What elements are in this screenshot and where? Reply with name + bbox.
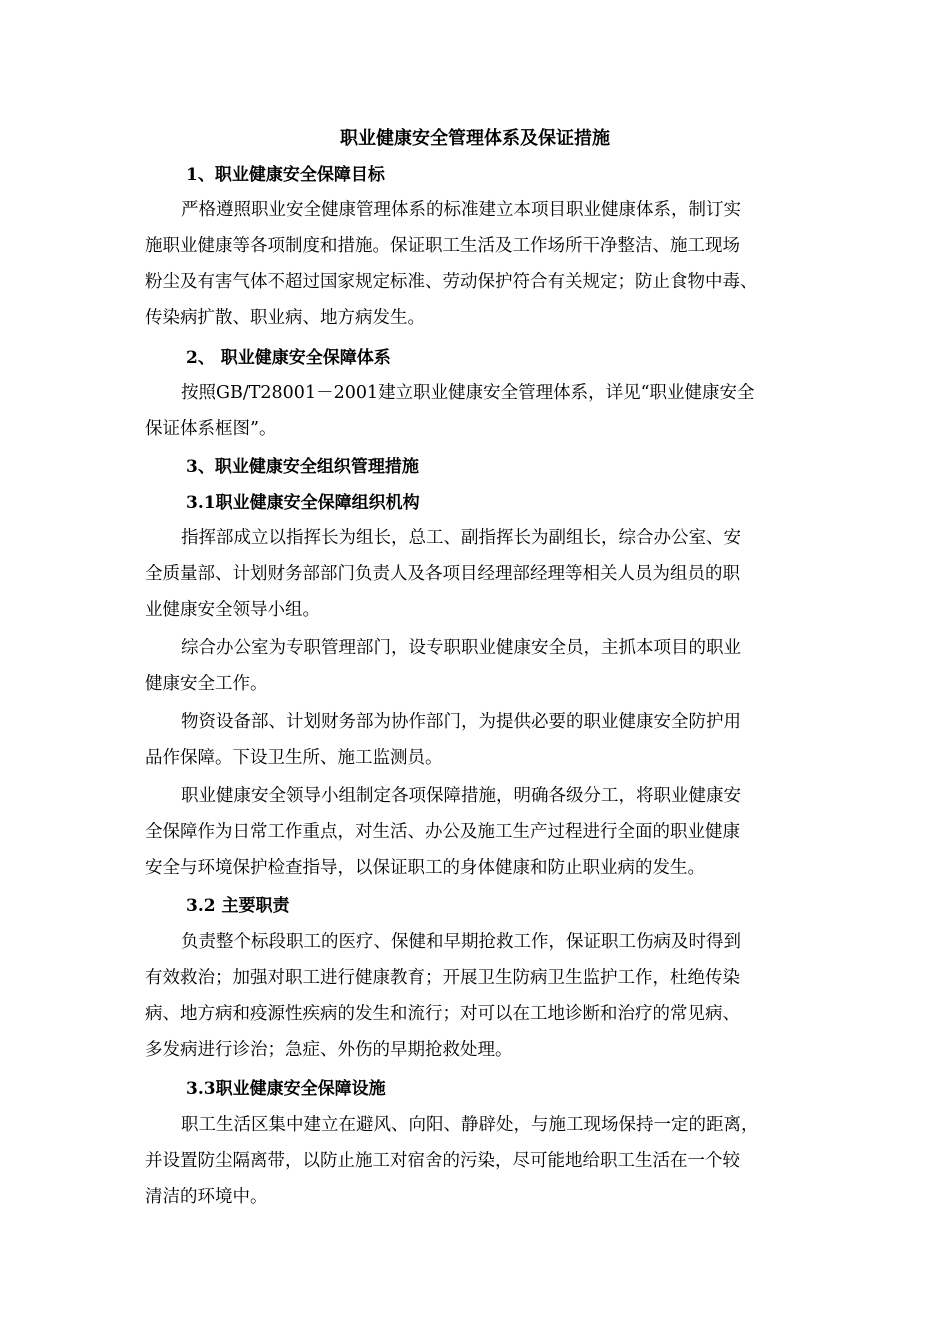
section-heading-3: 3、职业健康安全组织管理措施 bbox=[186, 457, 419, 477]
paragraph-1 bbox=[145, 192, 815, 336]
paragraph-7 bbox=[145, 924, 815, 1068]
paragraph-line: 职业健康安全领导小组制定各项保障措施，明确各级分工，将职业健康安 bbox=[181, 786, 741, 806]
paragraph-line: 施职业健康等各项制度和措施。保证职工生活及工作场所干净整洁、施工现场 bbox=[145, 236, 740, 256]
paragraph-line: 安全与环境保护检查指导，以保证职工的身体健康和防止职业病的发生。 bbox=[145, 858, 705, 878]
paragraph-line: 保证体系框图”。 bbox=[145, 419, 277, 439]
paragraph-line: 负责整个标段职工的医疗、保健和早期抢救工作，保证职工伤病及时得到 bbox=[181, 932, 741, 952]
paragraph-line: 多发病进行诊治；急症、外伤的早期抢救处理。 bbox=[145, 1040, 513, 1060]
paragraph-line: 健康安全工作。 bbox=[145, 674, 268, 694]
paragraph-line: 职工生活区集中建立在避风、向阳、静辟处，与施工现场保持一定的距离， bbox=[181, 1115, 759, 1135]
section-heading-3-3: 3.3职业健康安全保障设施 bbox=[186, 1079, 386, 1099]
paragraph-line: 清洁的环境中。 bbox=[145, 1187, 268, 1207]
paragraph-line: 综合办公室为专职管理部门，设专职职业健康安全员，主抓本项目的职业 bbox=[181, 638, 741, 658]
paragraph-3 bbox=[145, 520, 815, 628]
paragraph-6 bbox=[145, 778, 815, 886]
paragraph-line: 传染病扩散、职业病、地方病发生。 bbox=[145, 308, 425, 328]
paragraph-line: 按照GB/T28001－2001建立职业健康安全管理体系，详见“职业健康安全 bbox=[181, 383, 755, 403]
paragraph-2 bbox=[145, 375, 815, 447]
section-heading-3-2: 3.2 主要职责 bbox=[186, 896, 290, 916]
document-title: 职业健康安全管理体系及保证措施 bbox=[340, 128, 610, 149]
paragraph-line: 全保障作为日常工作重点，对生活、办公及施工生产过程进行全面的职业健康 bbox=[145, 822, 740, 842]
paragraph-line: 指挥部成立以指挥长为组长，总工、副指挥长为副组长，综合办公室、安 bbox=[181, 528, 741, 548]
paragraph-line: 品作保障。下设卫生所、施工监测员。 bbox=[145, 748, 443, 768]
paragraph-8 bbox=[145, 1107, 815, 1215]
paragraph-line: 严格遵照职业安全健康管理体系的标准建立本项目职业健康体系，制订实 bbox=[181, 200, 741, 220]
paragraph-line: 并设置防尘隔离带，以防止施工对宿舍的污染，尽可能地给职工生活在一个较 bbox=[145, 1151, 740, 1171]
paragraph-line: 病、地方病和疫源性疾病的发生和流行；对可以在工地诊断和治疗的常见病、 bbox=[145, 1004, 740, 1024]
paragraph-line: 业健康安全领导小组。 bbox=[145, 600, 320, 620]
section-heading-1: 1、职业健康安全保障目标 bbox=[186, 165, 385, 185]
paragraph-line: 有效救治；加强对职工进行健康教育；开展卫生防病卫生监护工作，杜绝传染 bbox=[145, 968, 740, 988]
paragraph-4 bbox=[145, 630, 815, 702]
section-heading-3-1: 3.1职业健康安全保障组织机构 bbox=[186, 493, 420, 513]
paragraph-5 bbox=[145, 704, 815, 776]
paragraph-line: 粉尘及有害气体不超过国家规定标准、劳动保护符合有关规定；防止食物中毒、 bbox=[145, 272, 758, 292]
paragraph-line: 全质量部、计划财务部部门负责人及各项目经理部经理等相关人员为组员的职 bbox=[145, 564, 740, 584]
paragraph-line: 物资设备部、计划财务部为协作部门，为提供必要的职业健康安全防护用 bbox=[181, 712, 741, 732]
section-heading-2: 2、 职业健康安全保障体系 bbox=[186, 348, 391, 368]
